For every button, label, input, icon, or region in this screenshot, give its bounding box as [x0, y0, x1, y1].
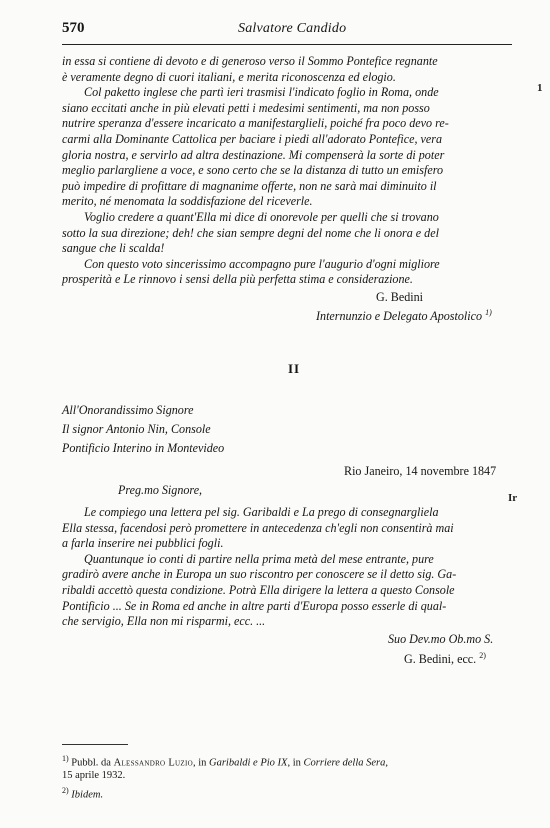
- footnote-2: $^{2)}$ Ibidem.: [62, 786, 104, 801]
- text-line: a farla inserire nei pubblici fogli.: [62, 536, 224, 551]
- text-line: sotto la sua direzione; deh! che sian sempre degni del nome che li onora e del: [62, 225, 439, 240]
- text-line: Col paketto inglese che partì ieri trasmisi l'indicato foglio in Roma, onde: [84, 85, 439, 100]
- address-line: Pontificio Interino in Montevideo: [62, 441, 225, 455]
- margin-mark: 1: [537, 82, 543, 94]
- footnote-1: $^{1)}$ Pubbl. da Alessandro Luzio, in Garibaldi e Pio IX, in Corriere della Sera,: [62, 754, 388, 769]
- signature-title: Internunzio e Delegato Apostolico $^{1)}$: [316, 308, 492, 324]
- header-rule: [62, 44, 512, 45]
- text-line: in essa si contiene di devoto e di generoso verso il Sommo Pontefice regnante: [62, 54, 438, 68]
- text-line: Con questo voto sincerissimo accompagno pure l'augurio d'ogni migliore: [84, 256, 440, 271]
- section-numeral: II: [288, 361, 301, 376]
- text-line: Voglio credere a quant'Ella mi dice di onorevole per quelli che si trovano: [84, 209, 439, 224]
- text-line: nutrire speranza d'essere incaricato a manifestarglieli, poiché fra poco devo re-: [62, 116, 449, 131]
- footnote-work-title: Garibaldi e Pio IX: [209, 757, 288, 769]
- signature-name: G. Bedini, ecc. $^{2)}$: [404, 651, 486, 667]
- footnote-mark: 1): [62, 754, 69, 763]
- text-line: Ella stessa, facendosi però promettere in antecedenza ch'egli non consentirà mai: [62, 520, 454, 535]
- footnote-mark: 2): [62, 786, 69, 795]
- text-line: Pontificio ... Se in Roma ed anche in altre parti d'Europa posso esserle di qual-: [62, 598, 447, 613]
- place-date: Rio Janeiro, 14 novembre 1847: [344, 464, 497, 478]
- margin-mark: Ir: [508, 492, 518, 504]
- text-line: ribaldi accettò questa condizione. Potrà Ella dirigere la lettera a questo Console: [62, 582, 455, 597]
- text-line: è veramente degno di cuori italiani, e merita riconoscenza ed elogio.: [62, 69, 396, 84]
- text-line: meglio parlargliene a voce, e sono certo che se la distanza di tutto un emisfero: [62, 163, 443, 178]
- text-line: gradirò avere anche in Europa un suo riscontro per conoscere se il detto sig. Ga-: [62, 567, 457, 582]
- text-line: sangue che li scalda!: [62, 241, 165, 256]
- footnote-author: Alessandro Luzio: [113, 757, 193, 769]
- text-line: prosperità e Le rinnovo i sensi della più perfetta stima e considerazione.: [62, 272, 413, 287]
- text-line: siano eccitati anche in più elevati petti i medesimi sentimenti, ma non posso: [62, 100, 430, 115]
- signature-name: G. Bedini: [376, 290, 424, 304]
- footnote-1-cont: 15 aprile 1932.: [62, 770, 126, 781]
- letter-1-body: [62, 54, 524, 288]
- footnote-ref: 1): [485, 308, 492, 317]
- footnote-journal: Corriere della Sera: [303, 757, 386, 769]
- footnote-ref: 2): [479, 651, 486, 660]
- salutation: Preg.mo Signore,: [118, 483, 203, 497]
- text-line: carmi alla Dominante Cattolica per baciare i piedi all'adorato Pontefice, vera: [62, 131, 443, 146]
- address-line: All'Onorandissimo Signore: [62, 403, 194, 417]
- text-line: può impedire di profittare di magnanime offerte, non ne sarà mai diminuito il: [62, 178, 437, 193]
- address-line: Il signor Antonio Nin, Console: [62, 422, 211, 436]
- text-line: che servigio, Ella non mi risparmi, ecc. ...: [62, 614, 266, 629]
- text-line: gloria nostra, e servirlo ad altra destinazione. Mi compenserà la sorte di poter: [62, 147, 445, 162]
- closing: Suo Dev.mo Ob.mo S.: [388, 632, 494, 646]
- text-line: Le compiego una lettera pel sig. Garibaldi e La prego di consegnargliela: [84, 505, 439, 519]
- running-title: Salvatore Candido: [238, 21, 347, 36]
- letter-2-body: [62, 505, 524, 630]
- footnote-rule: [62, 744, 128, 745]
- text-line: merito, né menomata la soddisfazione del riceverle.: [62, 194, 313, 209]
- running-header: [62, 20, 512, 42]
- page-number: 570: [62, 20, 85, 36]
- text-line: Quantunque io conti di partire nella prima metà del mese entrante, pure: [84, 551, 434, 566]
